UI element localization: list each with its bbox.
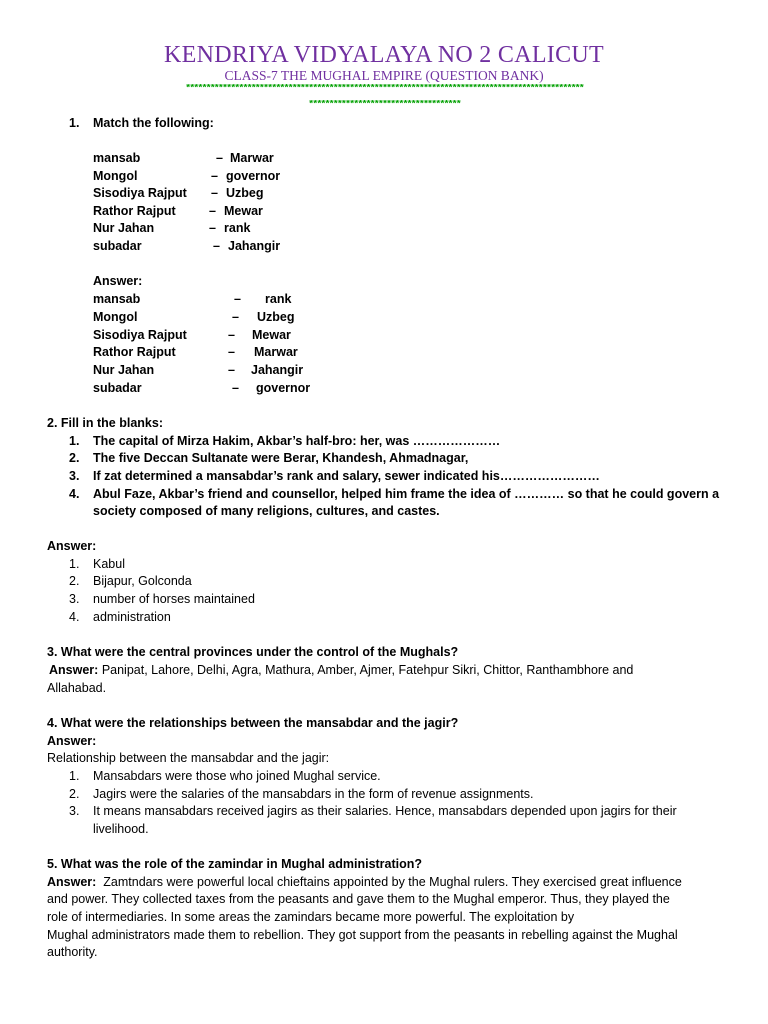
match-left: mansab: [93, 151, 141, 165]
list-number: 3.: [69, 804, 80, 818]
list-number: 3.: [69, 469, 80, 483]
match-right: Jahangir: [228, 239, 281, 253]
q5-answer-line: and power. They collected taxes from the peasants and gave them to the Mughal emperor. Thus, they played the: [47, 892, 670, 906]
answer-item: Kabul: [93, 557, 125, 571]
blank-item: The capital of Mirza Hakim, Akbar’s half-bro: her, was …………………: [93, 434, 501, 448]
q4-point: It means mansabdars received jagirs as their salaries. Hence, mansabdars depended upon jagirs for their: [93, 804, 677, 818]
list-number: 1.: [69, 557, 80, 571]
answer-right: Uzbeg: [257, 310, 295, 324]
answer-dash: –: [232, 310, 239, 324]
q5-answer-line: Mughal administrators made them to rebellion. They got support from the peasants in rebelling against the Mughal: [47, 928, 678, 942]
q3-answer: [49, 662, 633, 679]
answer-dash: –: [228, 363, 235, 377]
answer-left: Mongol: [93, 310, 138, 324]
answer-right: Marwar: [254, 345, 298, 359]
match-dash: –: [213, 239, 220, 253]
answer-item: Bijapur, Golconda: [93, 574, 192, 588]
blank-item: Abul Faze, Akbar’s friend and counsellor, helped him frame the idea of ………… so that he could govern a: [93, 487, 720, 501]
answer-dash: –: [228, 345, 235, 359]
answer-label: Answer:: [49, 663, 99, 677]
list-number: 1.: [69, 769, 80, 783]
match-right: governor: [226, 169, 281, 183]
q1-number: 1.: [69, 116, 80, 130]
match-left: Sisodiya Rajput: [93, 186, 187, 200]
q5-answer-text: Zamtndars were powerful local chieftains appointed by the Mughal rulers. They exercised great influence: [103, 875, 682, 889]
answer-right: rank: [265, 292, 292, 306]
list-number: 4.: [69, 487, 80, 501]
answer-dash: –: [232, 381, 239, 395]
match-right: Uzbeg: [226, 186, 264, 200]
answer-label: Answer:: [47, 539, 97, 553]
q5-answer-line: [47, 874, 682, 891]
blank-item-continuation: society composed of many religions, cultures, and castes.: [93, 504, 440, 518]
answer-item: number of horses maintained: [93, 592, 255, 606]
blank-item: If zat determined a mansabdar’s rank and salary, sewer indicated his……………………: [93, 469, 600, 483]
answer-dash: –: [228, 328, 235, 342]
list-number: 2.: [69, 787, 80, 801]
list-number: 3.: [69, 592, 80, 606]
q3-answer-continuation: Allahabad.: [47, 681, 107, 695]
document-subtitle: CLASS-7 THE MUGHAL EMPIRE (QUESTION BANK): [224, 68, 544, 83]
school-title: KENDRIYA VIDYALAYA NO 2 CALICUT: [164, 42, 604, 68]
match-dash: –: [216, 151, 223, 165]
answer-left: mansab: [93, 292, 141, 306]
answer-left: Sisodiya Rajput: [93, 328, 187, 342]
list-number: 2.: [69, 451, 80, 465]
match-left: Rathor Rajput: [93, 204, 176, 218]
match-dash: –: [209, 204, 216, 218]
q4-point: Jagirs were the salaries of the mansabdars in the form of revenue assignments.: [93, 787, 534, 801]
q4-point-continuation: livelihood.: [93, 822, 149, 836]
answer-label: Answer:: [93, 274, 143, 288]
match-right: Marwar: [230, 151, 274, 165]
match-left: Nur Jahan: [93, 221, 155, 235]
match-left: Mongol: [93, 169, 138, 183]
q5-question: 5. What was the role of the zamindar in Mughal administration?: [47, 857, 423, 871]
q2-heading: 2. Fill in the blanks:: [47, 416, 163, 430]
answer-right: governor: [256, 381, 311, 395]
list-number: 2.: [69, 574, 80, 588]
q4-question: 4. What were the relationships between the mansabdar and the jagir?: [47, 716, 459, 730]
answer-left: Nur Jahan: [93, 363, 155, 377]
list-number: 1.: [69, 434, 80, 448]
star-divider: *************************************************************************************************: [185, 84, 583, 95]
q5-answer-line: role of intermediaries. In some areas the zamindars became more powerful. The exploitation by: [47, 910, 575, 924]
q5-answer-line: authority.: [47, 945, 98, 959]
q3-answer-text: Panipat, Lahore, Delhi, Agra, Mathura, Amber, Ajmer, Fatehpur Sikri, Chittor, Ranthambhore and: [101, 663, 634, 677]
blank-item: The five Deccan Sultanate were Berar, Khandesh, Ahmadnagar,: [93, 451, 469, 465]
answer-left: subadar: [93, 381, 142, 395]
answer-item: administration: [93, 610, 171, 624]
list-number: 4.: [69, 610, 80, 624]
answer-dash: –: [234, 292, 241, 306]
star-divider: *************************************: [308, 100, 460, 111]
answer-left: Rathor Rajput: [93, 345, 176, 359]
answer-right: Jahangir: [251, 363, 304, 377]
match-dash: –: [211, 186, 218, 200]
q3-question: 3. What were the central provinces under the control of the Mughals?: [47, 645, 459, 659]
match-right: Mewar: [224, 204, 263, 218]
match-dash: –: [211, 169, 218, 183]
q4-point: Mansabdars were those who joined Mughal service.: [93, 769, 381, 783]
answer-right: Mewar: [252, 328, 291, 342]
match-right: rank: [224, 221, 251, 235]
match-left: subadar: [93, 239, 142, 253]
match-dash: –: [209, 221, 216, 235]
q1-heading: Match the following:: [93, 116, 214, 130]
q4-intro: Relationship between the mansabdar and the jagir:: [47, 751, 330, 765]
answer-label: Answer:: [47, 734, 97, 748]
answer-label: Answer:: [47, 875, 97, 889]
